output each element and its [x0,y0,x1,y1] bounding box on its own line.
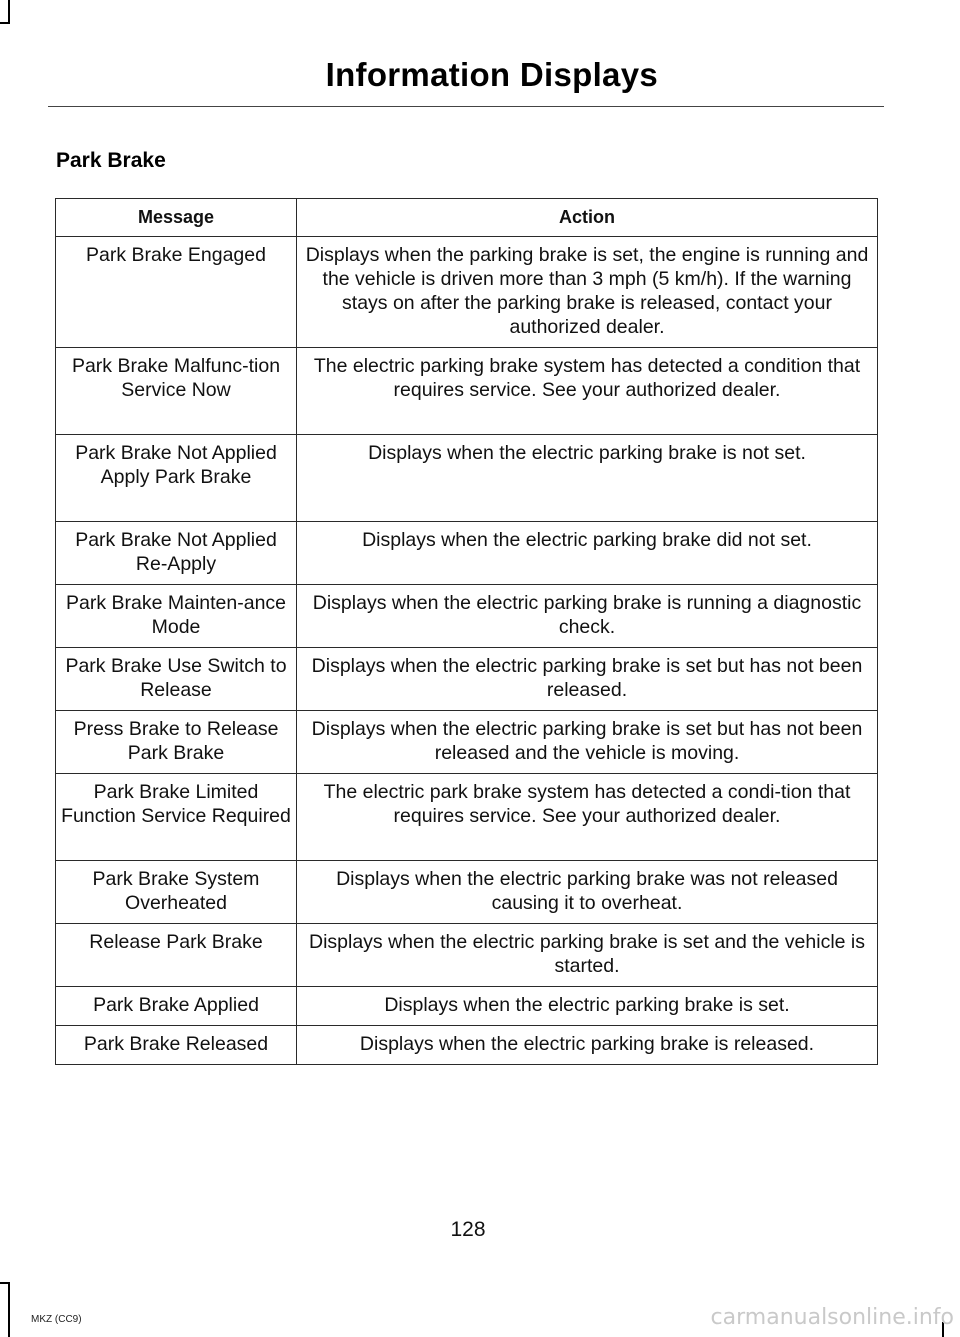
table-row [56,987,878,1026]
park-brake-messages-table [55,198,878,1065]
column-header-action: Action [297,199,878,237]
action-cell: Displays when the electric parking brake did not set. [297,522,878,585]
action-cell: Displays when the electric parking brake is set but has not been released. [297,648,878,711]
message-cell: Park Brake System Overheated [56,861,297,924]
action-cell: The electric parking brake system has detected a condition that requires service. See your authorized dealer. [297,348,878,435]
action-cell: Displays when the electric parking brake was not released causing it to overheat. [297,861,878,924]
table-row [56,237,878,348]
message-cell: Park Brake Mainten-ance Mode [56,585,297,648]
message-cell: Park Brake Released [56,1026,297,1065]
action-cell: Displays when the electric parking brake is running a diagnostic check. [297,585,878,648]
page-number: 128 [450,1218,486,1241]
action-cell: Displays when the electric parking brake is set. [297,987,878,1026]
table-row [56,774,878,861]
watermark: carmanualsonline.info [710,1305,954,1330]
message-cell: Park Brake Use Switch to Release [56,648,297,711]
message-cell: Park Brake Engaged [56,237,297,348]
crop-mark-top-left-horizontal [0,22,10,24]
message-cell: Park Brake Limited Function Service Required [56,774,297,861]
table-row [56,648,878,711]
action-cell: Displays when the electric parking brake is released. [297,1026,878,1065]
table-row [56,585,878,648]
message-cell: Park Brake Applied [56,987,297,1026]
section-title: Park Brake [56,149,166,172]
crop-mark-top-left-vertical [8,0,10,24]
action-cell: Displays when the electric parking brake is set but has not been released and the vehicle is moving. [297,711,878,774]
message-cell: Release Park Brake [56,924,297,987]
table-row [56,435,878,522]
table-header-row [56,199,878,237]
page-header-title: Information Displays [325,56,658,93]
header-divider [48,106,884,107]
table-row [56,861,878,924]
footer-model-code: MKZ (CC9) [31,1314,82,1325]
table-row [56,348,878,435]
message-cell: Park Brake Not Applied Re-Apply [56,522,297,585]
column-header-message: Message [56,199,297,237]
table-row [56,522,878,585]
table-row [56,711,878,774]
action-cell: The electric park brake system has detected a condi-tion that requires service. See your authorized dealer. [297,774,878,861]
table-row [56,924,878,987]
crop-mark-bottom-left-vertical [8,1282,10,1337]
action-cell: Displays when the electric parking brake is not set. [297,435,878,522]
message-cell: Press Brake to Release Park Brake [56,711,297,774]
message-cell: Park Brake Malfunc-tion Service Now [56,348,297,435]
action-cell: Displays when the parking brake is set, the engine is running and the vehicle is driven more than 3 mph (5 km/h). If the warning stays on after the parking brake is released, contact your authorized dealer. [297,237,878,348]
message-cell: Park Brake Not Applied Apply Park Brake [56,435,297,522]
table-row [56,1026,878,1065]
action-cell: Displays when the electric parking brake is set and the vehicle is started. [297,924,878,987]
crop-mark-bottom-left-horizontal [0,1282,10,1284]
